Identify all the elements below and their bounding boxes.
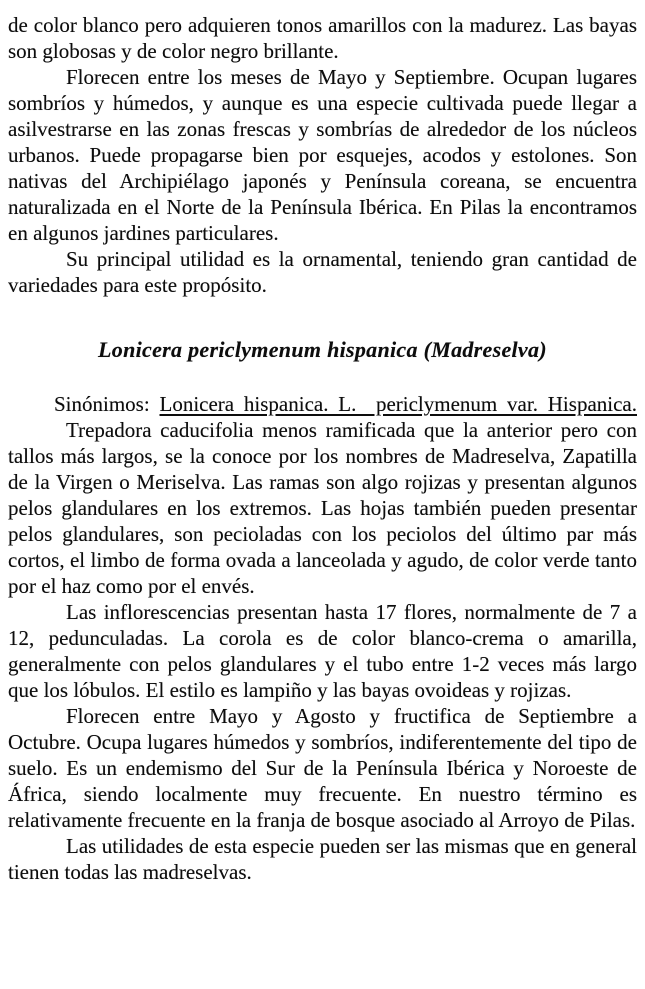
paragraph-flowering-habitat: Florecen entre los meses de Mayo y Septiembre. Ocupan lugares sombríos y húmedos, y aunque es una especie cultivada puede llegar a asilvestrarse en las zonas frescas y sombrías de alrededor de los núcleos urbanos. Puede propagarse bien por esquejes, acodos y estolones. Son nativas del Archipiélago japonés y Península coreana, se encuentra naturalizada en el Norte de la Península Ibérica. En Pilas la encontramos en algunos jardines particulares. [8, 65, 637, 245]
synonyms-underlined-text: Lonicera hispanica. L. periclymenum var. Hispanica. [159, 392, 637, 416]
paragraph-utilities: Las utilidades de esta especie pueden ser las mismas que en general tienen todas las madreselvas. [8, 834, 637, 884]
species-heading: Lonicera periclymenum hispanica (Madreselva) [98, 337, 547, 362]
paragraph-description: Trepadora caducifolia menos ramificada que la anterior pero con tallos más largos, se la conoce por los nombres de Madreselva, Zapatilla de la Virgen o Meriselva. Las ramas son algo rojizas y presentan algunos pelos glandulares en los extremos. Las hojas también pueden presentar pelos glandulares, son pecioladas con los peciolos del último par más cortos, el limbo de forma ovada a lanceolada y agudo, de color verde tanto por el haz como por el envés. [8, 418, 637, 598]
paragraph-inflorescences: Las inflorescencias presentan hasta 17 flores, normalmente de 7 a 12, pedunculadas. La corola es de color blanco-crema o amarilla, generalmente con pelos glandulares y el tubo entre 1-2 veces más largo que los lóbulos. El estilo es lampiño y las bayas ovoideas y rojizas. [8, 600, 637, 702]
paragraph-continuation: de color blanco pero adquieren tonos amarillos con la madurez. Las bayas son globosas y de color negro brillante. [8, 13, 637, 63]
synonyms-line [8, 391, 637, 417]
synonyms-label: Sinónimos: [54, 392, 160, 416]
paragraph-ornamental-use: Su principal utilidad es la ornamental, teniendo gran cantidad de variedades para este propósito. [8, 247, 637, 297]
paragraph-flowering-distribution: Florecen entre Mayo y Agosto y fructifica de Septiembre a Octubre. Ocupa lugares húmedos y sombríos, indiferentemente del tipo de suelo. Es un endemismo del Sur de la Península Ibérica y Noroeste de África, siendo localmente muy frecuente. En nuestro término es relativamente frecuente en la franja de bosque asociado al Arroyo de Pilas. [8, 704, 637, 832]
